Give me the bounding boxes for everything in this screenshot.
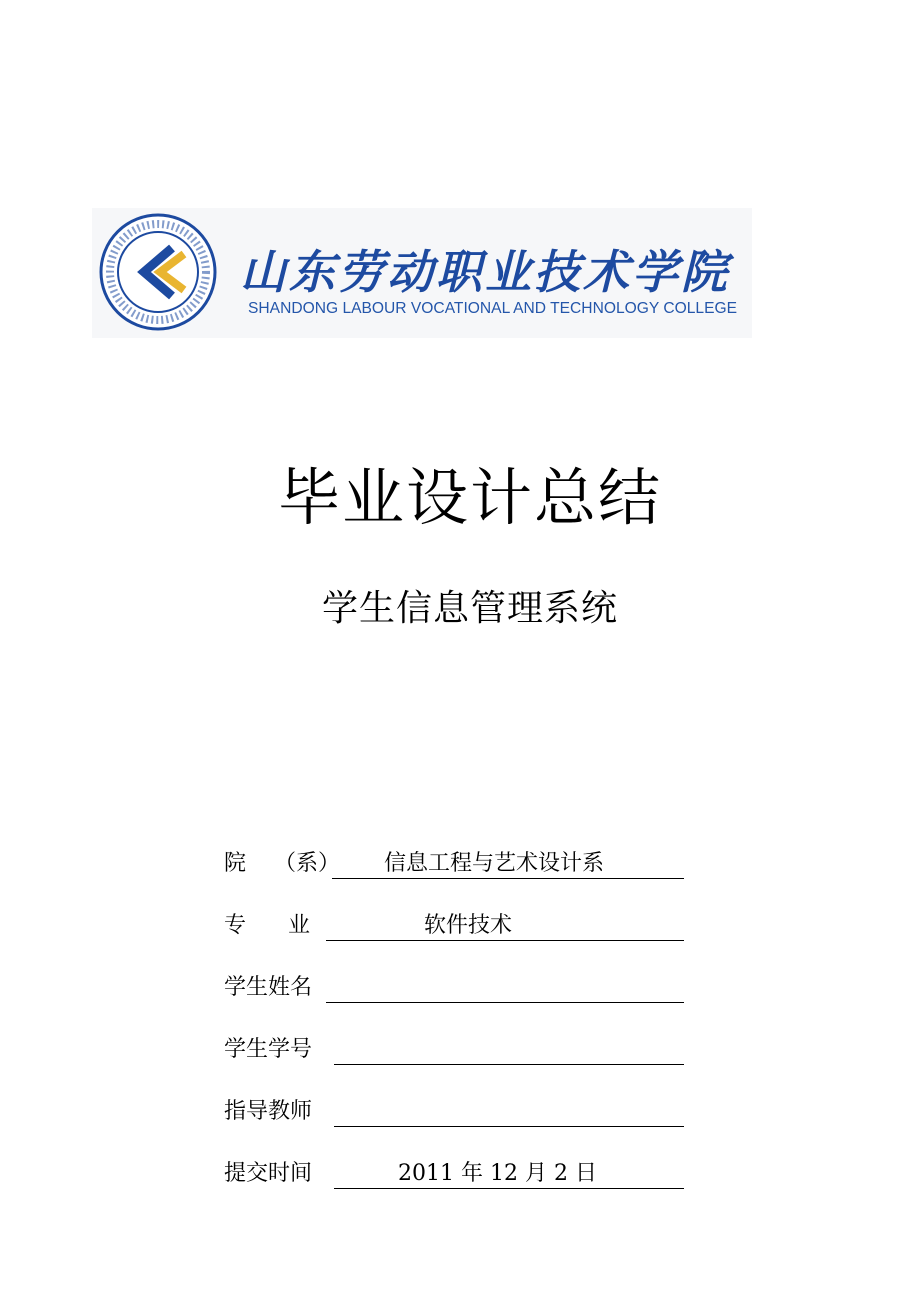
document-title: 毕业设计总结 [277, 461, 662, 534]
field-label: 学生姓名 [224, 975, 313, 1000]
field-major [224, 908, 684, 942]
field-label: 学生学号 [224, 1037, 313, 1062]
field-label: 提交时间 [224, 1161, 313, 1186]
field-submission-date [224, 1156, 684, 1190]
field-value: 2011 年 12 月 2 日 [398, 1161, 597, 1186]
field-underline [332, 878, 684, 879]
school-name-en: SHANDONG LABOUR VOCATIONAL AND TECHNOLOGY COLLEGE [248, 300, 738, 317]
field-department [224, 846, 684, 880]
field-underline [326, 1002, 684, 1003]
college-banner [92, 208, 752, 338]
field-underline [326, 940, 684, 941]
school-name-cn: 山东劳动职业技术学院 [240, 245, 730, 299]
field-advisor [224, 1094, 684, 1128]
field-value: 软件技术 [424, 913, 513, 938]
field-underline [334, 1188, 684, 1189]
project-title: 学生信息管理系统 [321, 588, 618, 629]
field-student-id [224, 1032, 684, 1066]
college-seal-icon [98, 212, 218, 332]
field-underline [334, 1064, 684, 1065]
field-label: 专 业 [224, 913, 310, 938]
field-student-name [224, 970, 684, 1004]
field-label: 院 （系） [224, 851, 340, 876]
field-label: 指导教师 [224, 1099, 313, 1124]
field-value: 信息工程与艺术设计系 [384, 851, 605, 876]
field-underline [334, 1126, 684, 1127]
